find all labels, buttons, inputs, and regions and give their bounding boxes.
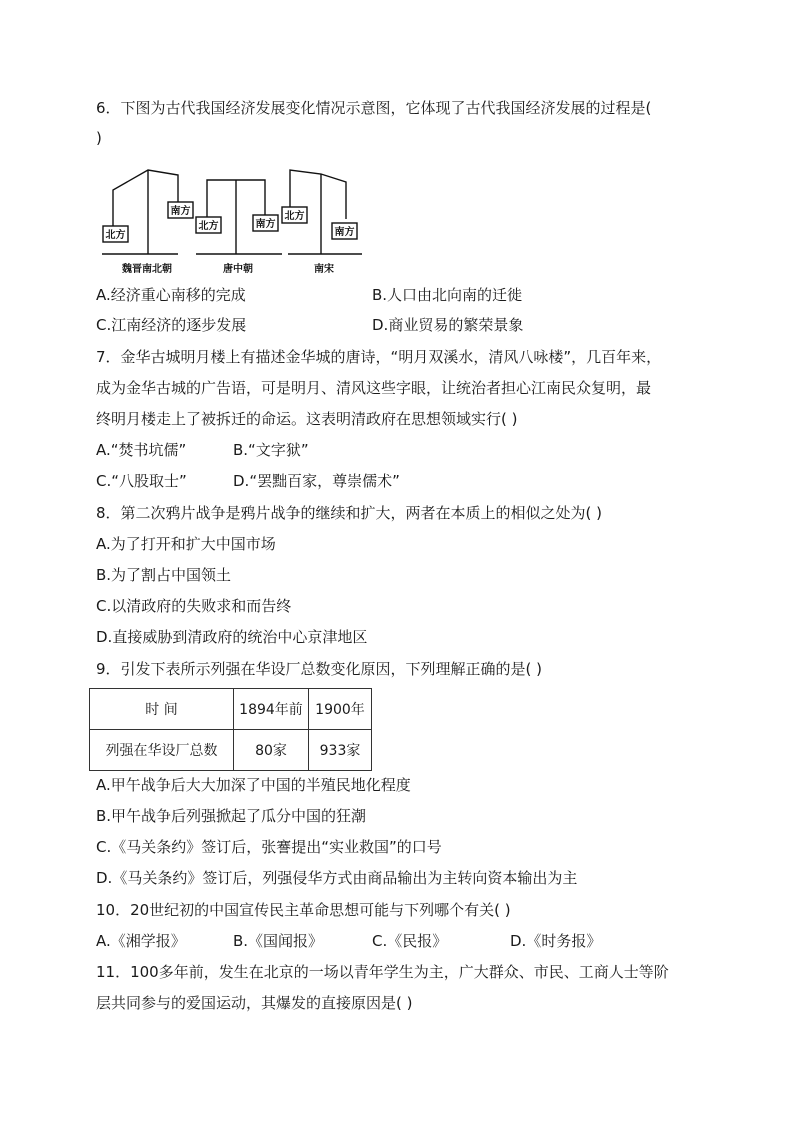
q7-option-a[interactable]: A.“焚书坑儒” (96, 441, 187, 459)
q7-option-b[interactable]: B.“文字狱” (233, 441, 309, 459)
table-cell-1900: 933家 (309, 730, 372, 771)
q8-option-c[interactable]: C.以清政府的失败求和而告终 (96, 597, 292, 615)
period1-south-label: 南方 (170, 206, 191, 217)
q10-stem: 10．20世纪初的中国宣传民主革命思想可能与下列哪个有关( ) (96, 901, 511, 919)
table-header-time: 时 间 (90, 689, 234, 730)
q7-stem-line1: 7．金华古城明月楼上有描述金华城的唐诗，“明月双溪水，清风八咏楼”，几百年来， (96, 348, 662, 366)
q6-stem-line2: ) (96, 129, 102, 147)
q6-option-c[interactable]: C.江南经济的逐步发展 (96, 316, 247, 334)
period1-north-label: 北方 (105, 230, 126, 241)
q11-stem-line1: 11．100多年前，发生在北京的一场以青年学生为主，广大群众、市民、工商人士等阶 (96, 963, 669, 981)
period2-north-label: 北方 (198, 221, 219, 232)
q11-stem-line2: 层共同参与的爱国运动，其爆发的直接原因是( ) (96, 994, 413, 1012)
q9-factory-table (89, 688, 372, 771)
q10-option-b[interactable]: B.《国闻报》 (233, 932, 324, 950)
q8-option-b[interactable]: B.为了割占中国领土 (96, 566, 232, 584)
q6-stem-line1: 6．下图为古代我国经济发展变化情况示意图，它体现了古代我国经济发展的过程是( (96, 99, 652, 117)
period2-name: 唐中朝 (223, 264, 253, 275)
q6-option-a[interactable]: A.经济重心南移的完成 (96, 286, 246, 304)
table-row (90, 689, 372, 730)
q9-option-a[interactable]: A.甲午战争后大大加深了中国的半殖民地化程度 (96, 776, 411, 794)
q8-stem: 8．第二次鸦片战争是鸦片战争的继续和扩大，两者在本质上的相似之处为( ) (96, 504, 603, 522)
q9-option-d[interactable]: D.《马关条约》签订后，列强侵华方式由商品输出为主转向资本输出为主 (96, 869, 578, 887)
q9-option-c[interactable]: C.《马关条约》签订后，张謇提出“实业救国”的口号 (96, 838, 442, 856)
table-cell-label: 列强在华设厂总数 (90, 730, 234, 771)
period2-south-label: 南方 (255, 219, 276, 230)
q7-option-c[interactable]: C.“八股取士” (96, 472, 187, 490)
q7-option-d[interactable]: D.“罢黜百家，尊崇儒术” (233, 472, 400, 490)
q8-option-a[interactable]: A.为了打开和扩大中国市场 (96, 535, 276, 553)
q9-stem: 9．引发下表所示列强在华设厂总数变化原因，下列理解正确的是( ) (96, 660, 543, 678)
q10-option-a[interactable]: A.《湘学报》 (96, 932, 186, 950)
table-row (90, 730, 372, 771)
period3-name: 南宋 (314, 264, 334, 275)
q10-option-c[interactable]: C.《民报》 (372, 932, 448, 950)
q7-stem-line3: 终明月楼走上了被拆迁的命运。这表明清政府在思想领域实行( ) (96, 410, 518, 428)
q6-economy-diagram (100, 162, 380, 280)
table-header-1894: 1894年前 (234, 689, 309, 730)
period3-south-label: 南方 (334, 227, 355, 238)
period3-north-label: 北方 (284, 211, 305, 222)
period1-name: 魏晋南北朝 (122, 264, 172, 275)
q6-option-d[interactable]: D.商业贸易的繁荣景象 (372, 316, 524, 334)
q6-option-b[interactable]: B.人口由北向南的迁徙 (372, 286, 523, 304)
table-header-1900: 1900年 (309, 689, 372, 730)
q10-option-d[interactable]: D.《时务报》 (510, 932, 602, 950)
q8-option-d[interactable]: D.直接威胁到清政府的统治中心京津地区 (96, 628, 368, 646)
table-cell-1894: 80家 (234, 730, 309, 771)
q7-stem-line2: 成为金华古城的广告语，可是明月、清风这些字眼，让统治者担心江南民众复明，最 (96, 379, 652, 397)
q9-option-b[interactable]: B.甲午战争后列强掀起了瓜分中国的狂潮 (96, 807, 367, 825)
